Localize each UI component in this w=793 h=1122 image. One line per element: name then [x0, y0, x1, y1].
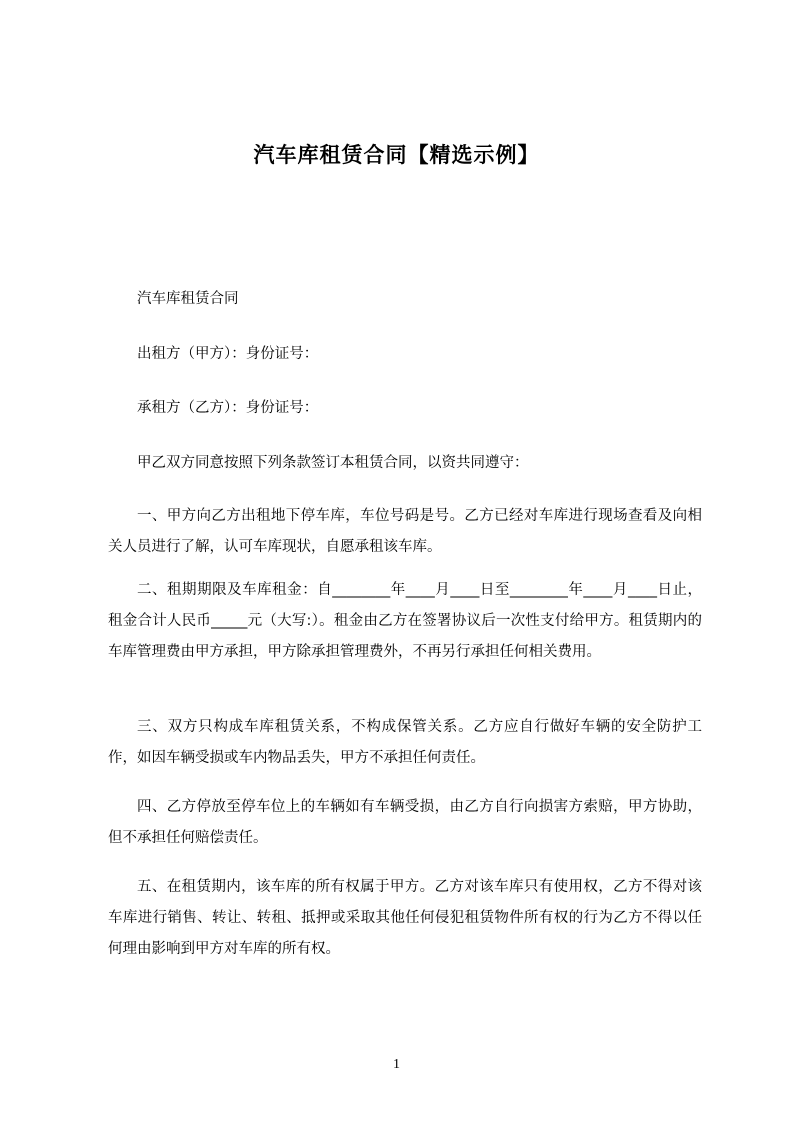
clause-4-paragraph: 四、乙方停放至停车位上的车辆如有车辆受损，由乙方自行向损害方索赔，甲方协助，但不承担任何赔偿责任。 [108, 799, 702, 846]
clause-3-paragraph: 三、双方只构成车库租赁关系，不构成保管关系。乙方应自行做好车辆的安全防护工作，如因车辆受损或车内物品丢失，甲方不承担任何责任。 [108, 719, 702, 766]
clause-1-paragraph: 一、甲方向乙方出租地下停车库，车位号码是号。乙方已经对车库进行现场查看及向相关人员进行了解，认可车库现状，自愿承租该车库。 [108, 508, 702, 555]
clause-2-paragraph: 二、租期期限及车库租金：自________年____月____日至________年____月____日止，租金合计人民币_____元（大写:）。租金由乙方在签署协议后一次性支付给甲方。租赁期内的车库管理费由甲方承担，甲方除承担管理费外，不再另行承担任何相关费用。 [108, 582, 702, 660]
clause-5-paragraph: 五、在租赁期内，该车库的所有权属于甲方。乙方对该车库只有使用权，乙方不得对该车库进行销售、转让、转租、抵押或采取其他任何侵犯租赁物件所有权的行为乙方不得以任何理由影响到甲方对车库的所有权。 [108, 879, 702, 957]
lessor-line: 出租方（甲方）：身份证号： [137, 346, 319, 362]
lessee-line: 承租方（乙方）：身份证号： [137, 400, 319, 416]
page-number: 1 [393, 1057, 400, 1072]
preamble-paragraph: 甲乙双方同意按照下列条款签订本租赁合同，以资共同遵守： [137, 455, 529, 471]
document-title: 汽车库租赁合同【精选示例】 [253, 143, 540, 167]
contract-heading: 汽车库租赁合同 [137, 291, 239, 307]
